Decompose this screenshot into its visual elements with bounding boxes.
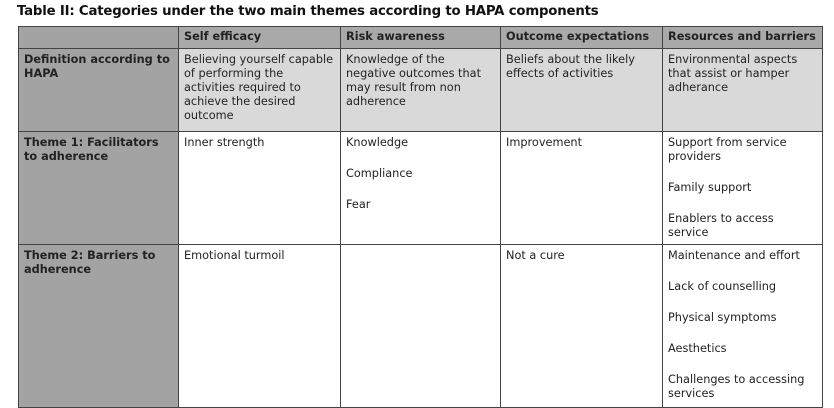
table-cell <box>663 49 823 132</box>
column-header <box>19 27 179 49</box>
table-cell <box>179 132 341 245</box>
cell-item: Physical symptoms <box>668 311 777 324</box>
cell-item: Improvement <box>506 136 582 149</box>
cell-item: Believing yourself capable of performing the activities required to achieve the desired outcome <box>184 53 334 122</box>
cell-item: Aesthetics <box>668 342 727 355</box>
table-cell <box>501 49 663 132</box>
cell-item: Support from service providers <box>668 136 787 163</box>
column-header: Resources and barriers <box>663 27 823 49</box>
cell-item: Emotional turmoil <box>184 249 285 262</box>
cell-item: Lack of counselling <box>668 280 777 293</box>
table-cell <box>341 132 501 245</box>
cell-item: Beliefs about the likely effects of activities <box>506 53 635 80</box>
cell-item: Knowledge of the negative outcomes that may result from non adherence <box>346 53 481 108</box>
column-header: Self efficacy <box>179 27 341 49</box>
row-header: Theme 2: Barriers to adherence <box>19 245 179 408</box>
cell-item: Inner strength <box>184 136 265 149</box>
table-row <box>19 245 823 408</box>
table-cell <box>501 132 663 245</box>
table-row <box>19 49 823 132</box>
table-cell <box>663 245 823 408</box>
table-cell <box>179 49 341 132</box>
column-header: Outcome expectations <box>501 27 663 49</box>
cell-item: Compliance <box>346 167 413 180</box>
cell-item: Family support <box>668 181 752 194</box>
cell-item: Not a cure <box>506 249 565 262</box>
cell-item: Knowledge <box>346 136 409 149</box>
hapa-table <box>18 26 823 408</box>
cell-item: Fear <box>346 198 371 211</box>
table-cell <box>341 49 501 132</box>
table-cell <box>179 245 341 408</box>
table-cell <box>663 132 823 245</box>
table-cell <box>501 245 663 408</box>
row-header: Definition according to HAPA <box>19 49 179 132</box>
cell-item: Enablers to access service <box>668 212 774 239</box>
cell-item: Maintenance and effort <box>668 249 800 262</box>
cell-item: Challenges to accessing services <box>668 373 805 400</box>
cell-item: Environmental aspects that assist or hamper adherance <box>668 53 798 94</box>
table-title: Table II: Categories under the two main themes according to HAPA components <box>17 4 599 19</box>
table-cell <box>341 245 501 408</box>
row-header: Theme 1: Facilitators to adherence <box>19 132 179 245</box>
table-row <box>19 132 823 245</box>
header-row <box>19 27 823 49</box>
column-header: Risk awareness <box>341 27 501 49</box>
